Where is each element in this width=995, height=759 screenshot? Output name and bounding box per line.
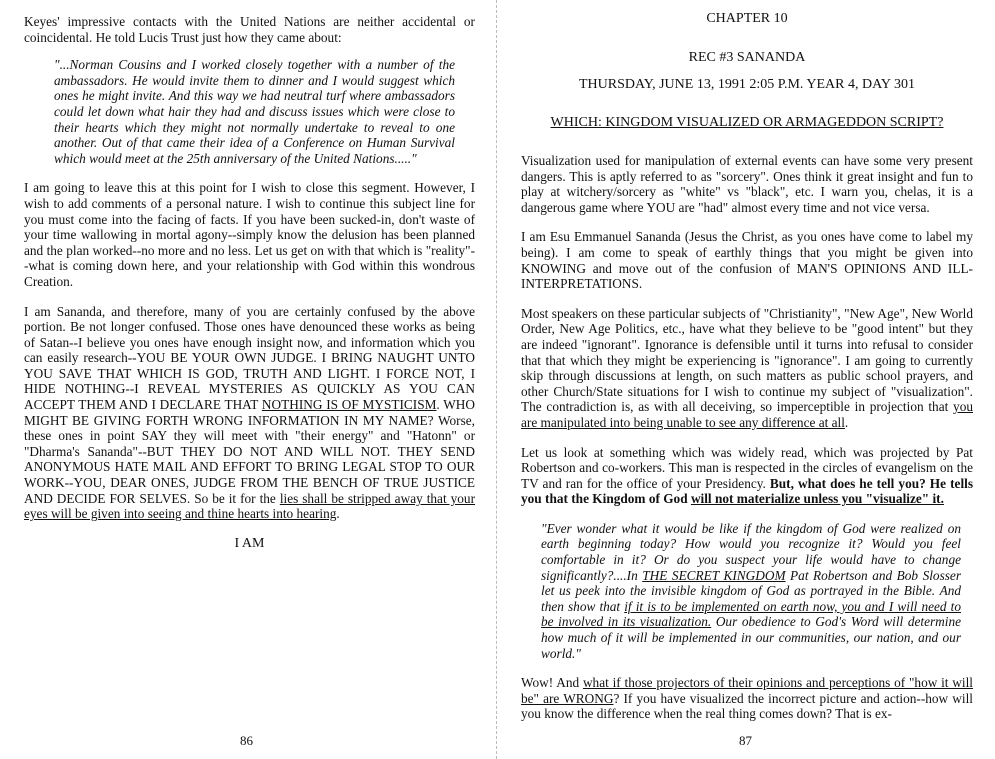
bold-underlined-text: will not materialize unless you "visualize" it. — [690, 491, 944, 507]
esu-paragraph: I am Esu Emmanuel Sananda (Jesus the Christ, as you ones have come to label my being). I am come to speak of earthly things that you might be given into KNOWING and move out of the confusion of MAN'S OPINIONS AND ILL-INTERPRETATIONS. — [521, 229, 973, 292]
chapter-heading: CHAPTER 10 — [706, 11, 788, 26]
right-page — [499, 0, 995, 759]
underlined-text: NOTHING IS OF MYSTICISM — [261, 397, 437, 413]
closing-segment-paragraph: I am going to leave this at this point for I wish to close this segment. However, I wish to add comments of a personal nature. I wish to continue this subject line for you must come into the facing of facts. If you have been sucked-in, don't waste of your time wallowing in mortal agony--simply know the delusion has been planned and the plan worked--no more and no less. Let us get on with that which is "reality"--what is coming down here, and your relationship with God within this wondrous Creation. — [24, 180, 475, 289]
underlined-text: lies shall be stripped away that your eyes will be given into seeing and thine hearts into hearing — [24, 490, 476, 522]
text-run: Wow! And — [521, 675, 583, 691]
sananda-paragraph — [24, 304, 475, 522]
page-number-right: 87 — [739, 733, 752, 748]
left-page — [0, 0, 497, 759]
bold-text: But, what does he tell you? He tells you that the Kingdom of God — [521, 475, 974, 507]
cousins-quote: "...Norman Cousins and I worked closely together with a number of the ambassadors. He would invite them to dinner and I would suggest which ones he might invite. And this way we had neutral turf where ambassadors could let down what hair they had and discuss issues which were close to their hearts which they might not normally undertake to reveal to one another. Out of that came their idea of a Conference on Human Survival which would meet at the 25th anniversary of the United Nations....." — [54, 57, 455, 166]
date-line: THURSDAY, JUNE 13, 1991 2:05 P.M. YEAR 4, DAY 301 — [578, 77, 916, 92]
underlined-text: THE SECRET KINGDOM — [642, 567, 786, 583]
underlined-text: if it is to be implemented on earth now, you and I will need to be involved in its visualization. — [541, 598, 961, 630]
subject-heading: WHICH: KINGDOM VISUALIZED OR ARMAGEDDON SCRIPT? — [550, 115, 944, 130]
speakers-paragraph — [521, 306, 973, 431]
text-run: "Ever wonder what it would be like if the kingdom of God were realized on earth beginning today? How would you recognize it? Would you feel comfortable in it? Or do you suspect your life would have to change significantly?....In — [541, 520, 961, 583]
underlined-text: you are manipulated into being unable to see any difference at all — [521, 399, 973, 430]
robertson-quote — [541, 521, 961, 661]
text-run: . WHO MIGHT BE GIVING FORTH WRONG INFORMATION IN MY NAME? Worse, these ones in point SAY they will meet with "their energy" and "Hatonn" or "Dharma's Sananda"--BUT THEY DO NOT AND WILL NOT. THEY SEND ANONYMOUS HATE MAIL AND EFFORT TO BRING LEGAL STOP TO OUR WORK--YOU, DEAR ONES, JUDGE FROM THE BENCH OF TRUE JUSTICE AND DECIDE FOR SELVES. So be it for the — [24, 397, 476, 506]
text-run: Our obedience to God's Word will determine how much of it will be implemented in our communities, our nation, and our world." — [541, 614, 961, 661]
text-run: ? If you have visualized the incorrect picture and action--how will you know the difference when the real thing comes down? That is ex- — [521, 690, 973, 722]
intro-paragraph: Keyes' impressive contacts with the United Nations are neither accidental or coincidental. He told Lucis Trust just how they came about: — [24, 14, 475, 45]
recording-line: REC #3 SANANDA — [688, 50, 806, 65]
text-run: Let us look at something which was widely read, which was projected by Pat Robertson and co-workers. This man is respected in the circles of evangelism on the TV and ran for the office of your Presidency. — [521, 444, 973, 491]
text-run: . — [336, 506, 340, 522]
text-run: Most speakers on these particular subjects of "Christianity", "New Age", New World Order, New Age Politics, etc., have what they believe to be "good intent" but they are indeed "ignorant". Ignorance is defensible until it turns into refusal to consider that that which they might be experiencing is "ignorance". I am going to currently skip through discussions at length, on such matters as public school prayers, and other Church/State situations for I wish to continue my subject of "visualization". The contradiction is, as with all deceiving, so imperceptible in projection that — [521, 305, 973, 415]
text-run: . — [844, 414, 849, 430]
text-run: I am Sananda, and therefore, many of you are certainly confused by the above portion. Be not longer confused. Those ones have denounced these works as being of Satan--I believe you ones have enough insight now, and information which you can easily research--YOU BE YOUR OWN JUDGE. I BRING NAUGHT UNTO YOU SAVE THAT WHICH IS GOD, TRUTH AND LIGHT. I FORCE NOT, I HIDE NOTHING--I REVEAL MYSTERIES AS QUICKLY AS YOU CAN ACCEPT THEM AND I DECLARE THAT — [24, 303, 475, 413]
text-run: Pat Robertson and Bob Slosser let us peek into the invisible kingdom of God as portrayed in the Bible. And then show that — [541, 567, 962, 614]
underlined-text: what if those projectors of their opinions and perceptions of "how it will be" are WRONG — [521, 675, 973, 706]
visualization-paragraph: Visualization used for manipulation of external events can have some very present dangers. This is aptly referred to as "sorcery". Ones think it great insight and fun to play at witchery/sorcery as "white" vs "black", etc. I warn you, chelas, it is a dangerous game where YOU are "had" almost every time and not vice versa. — [521, 153, 973, 215]
page-number-left: 86 — [240, 733, 253, 748]
signoff: I AM — [234, 535, 265, 551]
wow-paragraph — [521, 675, 973, 722]
robertson-paragraph — [521, 445, 973, 507]
